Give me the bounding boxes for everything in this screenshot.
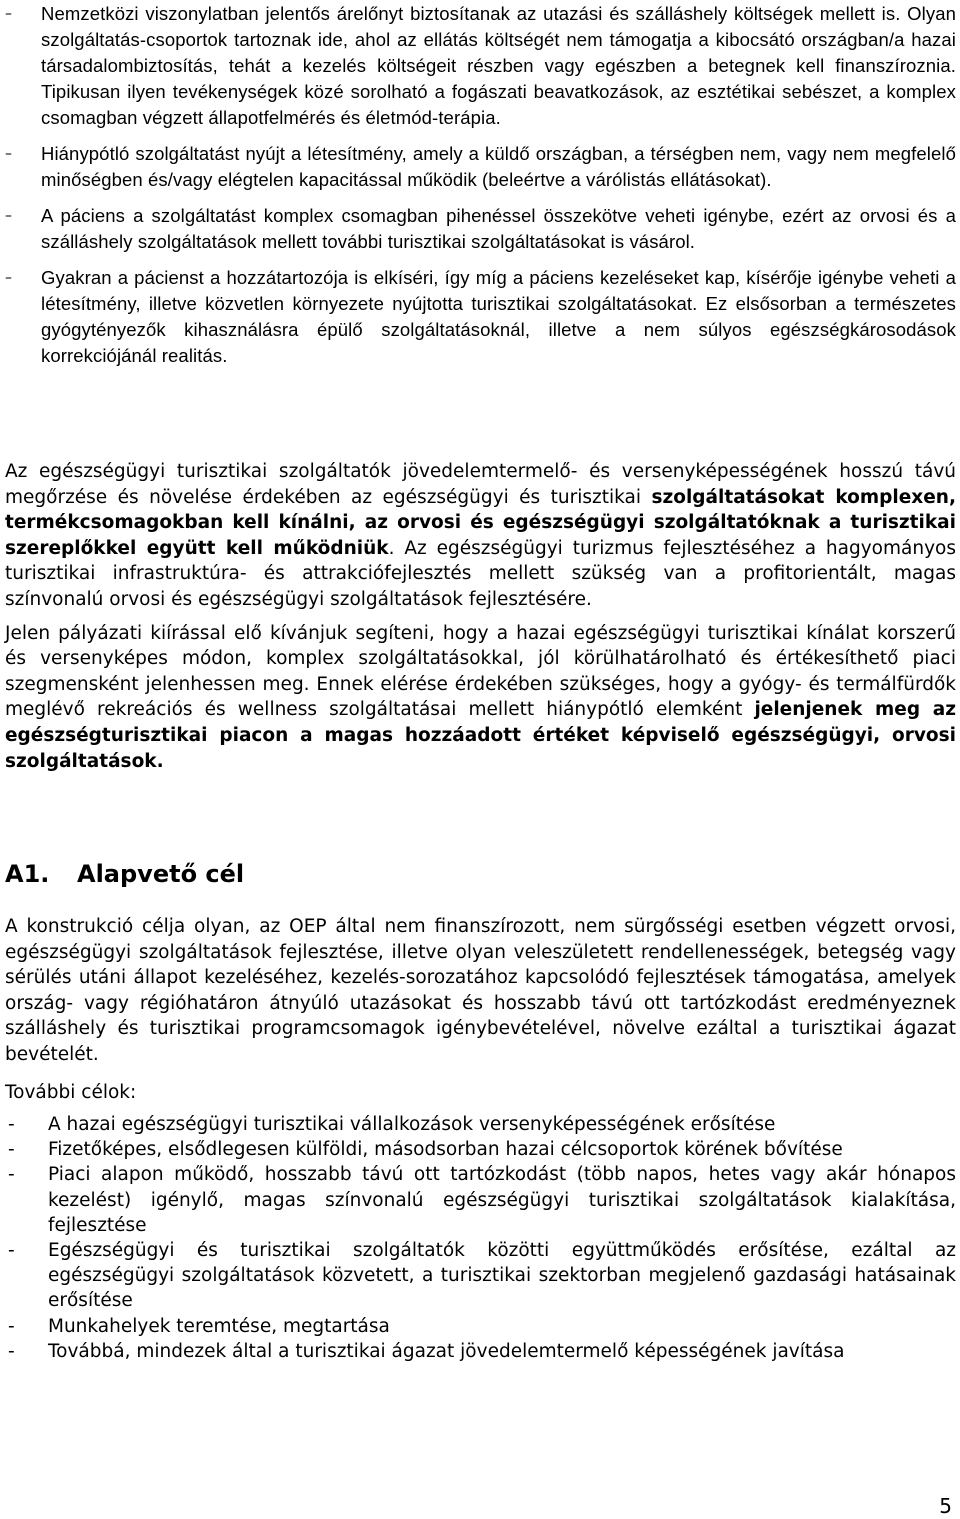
page-number: 5 bbox=[939, 1494, 952, 1518]
list-item-text: Gyakran a pácienst a hozzátartozója is elkíséri, így míg a páciens kezeléseket kap, kísérője igénybe veheti a létesítmény, illetve közvetlen környezete nyújtotta turisztikai szolgáltatásokat. Ez elsősorban a természetes gyógytényezők kihasználásra épülő szolgáltatásoknál, illetve a nem súlyos egészségkárosodások korrekciójánál realitás. bbox=[41, 267, 956, 366]
dash-bullet: – bbox=[5, 6, 12, 22]
list-item bbox=[5, 1314, 956, 1339]
hyphen-bullet: - bbox=[8, 1315, 15, 1337]
list-item-text: Hiánypótló szolgáltatást nyújt a létesítmény, amely a küldő országban, a térségben nem, vagy nem megfelelő minőségben és/vagy elégtelen kapacitással működik (beleértve a várólistás ellátásokat). bbox=[41, 143, 956, 190]
list-item bbox=[5, 1162, 956, 1238]
section-heading bbox=[5, 858, 244, 890]
list-item-text: A páciens a szolgáltatást komplex csomagban pihenéssel összekötve veheti igénybe, ezért az orvosi és a szálláshely szolgáltatások mellett további turisztikai szolgáltatásokat is vásárol. bbox=[41, 205, 956, 252]
paragraph-text: Az egészségügyi turisztikai szolgáltatók jövedelemtermelő- és versenyképességének hosszú távú megőrzése és növelése érdekében az egészségügyi és turisztikai bbox=[5, 461, 956, 508]
hyphen-bullet: - bbox=[8, 1240, 15, 1262]
body-paragraphs bbox=[5, 459, 956, 782]
paragraph-emphasis: szolgáltatásokat komplexen, termékcsomagokban kell kínálni, az orvosi és egészségügyi szolgáltatóknak a turisztikai szereplőkkel együtt kell működniük bbox=[5, 486, 956, 559]
list-item bbox=[0, 1, 960, 131]
paragraph-emphasis: jelenjenek meg az egészségturisztikai piacon a magas hozzáadott értéket képviselő egészségügyi, orvosi szolgáltatások. bbox=[5, 699, 956, 772]
list-item bbox=[5, 1238, 956, 1314]
hyphen-bullet: - bbox=[8, 1340, 15, 1362]
list-item-text: Egészségügyi és turisztikai szolgáltatók közötti együttműködés erősítése, ezáltal az egészségügyi szolgáltatások közvetett, a turisztikai szektorban megjelenő gazdasági hatásainak erősítése bbox=[48, 1240, 956, 1312]
list-item bbox=[5, 1112, 956, 1137]
list-item bbox=[0, 203, 960, 255]
dash-bullet: – bbox=[5, 270, 12, 286]
list-item-text: Piaci alapon működő, hosszabb távú ott tartózkodást (több napos, hetes vagy akár hónapos kezelést) igénylő, magas színvonalú egészségügyi turisztikai szolgáltatások kialakítása, fejlesztése bbox=[48, 1164, 956, 1236]
paragraph-call-purpose bbox=[5, 621, 956, 775]
list-item bbox=[5, 1339, 956, 1364]
list-item-text: A hazai egészségügyi turisztikai vállalkozások versenyképességének erősítése bbox=[48, 1114, 776, 1135]
section-title: Alapvető cél bbox=[77, 860, 245, 888]
hyphen-bullet: - bbox=[8, 1164, 15, 1186]
paragraph-text: . Az egészségügyi turizmus fejlesztéséhez a hagyományos turisztikai infrastruktúra- és attrakciófejlesztés mellett szükség van a profitorientált, magas színvonalú orvosi és egészségügyi szolgáltatások fejlesztésére. bbox=[5, 537, 956, 610]
paragraph-text: Jelen pályázati kiírással elő kívánjuk segíteni, hogy a hazai egészségügyi turisztikai kínálat korszerű és versenyképes módon, komplex szolgáltatásokkal, jól körülhatárolható és értékesíthető piaci szegmensként jelenhessen meg. Ennek elérése érdekében szükséges, hogy a gyógy- és termálfürdők meglévő rekreációs és wellness szolgáltatásai mellett hiánypótló elemként bbox=[5, 622, 956, 721]
further-goals-label: További célok: bbox=[5, 1081, 137, 1103]
list-item-text: Munkahelyek teremtése, megtartása bbox=[48, 1315, 390, 1337]
list-item-text: Továbbá, mindezek által a turisztikai ágazat jövedelemtermelő képességének javítása bbox=[48, 1340, 845, 1362]
paragraph-competitiveness bbox=[5, 459, 956, 613]
list-item bbox=[0, 141, 960, 193]
list-item bbox=[0, 265, 960, 369]
list-item bbox=[5, 1137, 956, 1162]
paragraph-objective: A konstrukció célja olyan, az OEP által nem finanszírozott, nem sürgősségi esetben végzett orvosi, egészségügyi szolgáltatások fejlesztése, illetve olyan veleszületett rendellenességek, betegség vagy sérülés utáni állapot kezeléséhez, kezelés-sorozatához kapcsolódó fejlesztések támogatása, amelyek ország- vagy régióhatáron átnyúló utazásokat és hosszabb távú ott tartózkodást eredményeznek szálláshely és turisztikai programcsomagok igénybevételével, növelve ezáltal a turisztikai ágazat bevételét. bbox=[5, 916, 956, 1065]
intro-dash-list bbox=[0, 1, 960, 379]
hyphen-bullet: - bbox=[8, 1114, 15, 1135]
dash-bullet: – bbox=[5, 208, 12, 224]
list-item-text: Nemzetközi viszonylatban jelentős árelőnyt biztosítanak az utazási és szálláshely költségek mellett is. Olyan szolgáltatás-csoportok tartoznak ide, ahol az ellátás költségét nem támogatja a kibocsátó országban/a hazai társadalombiztosítás, tehát a kezelés költségeit részben vagy egészben a betegnek kell finanszíroznia. Tipikusan ilyen tevékenységek közé sorolható a fogászati beavatkozások, az esztétikai sebészet, a komplex csomagban végzett állapotfelmérés és életmód-terápia. bbox=[41, 3, 956, 128]
dash-bullet: – bbox=[5, 146, 12, 162]
objective-block bbox=[5, 914, 956, 1113]
section-number: A1. bbox=[5, 860, 50, 888]
list-item-text: Fizetőképes, elsődlegesen külföldi, másodsorban hazai célcsoportok körének bővítése bbox=[48, 1139, 843, 1161]
hyphen-bullet: - bbox=[8, 1139, 15, 1161]
goals-list bbox=[5, 1112, 956, 1364]
